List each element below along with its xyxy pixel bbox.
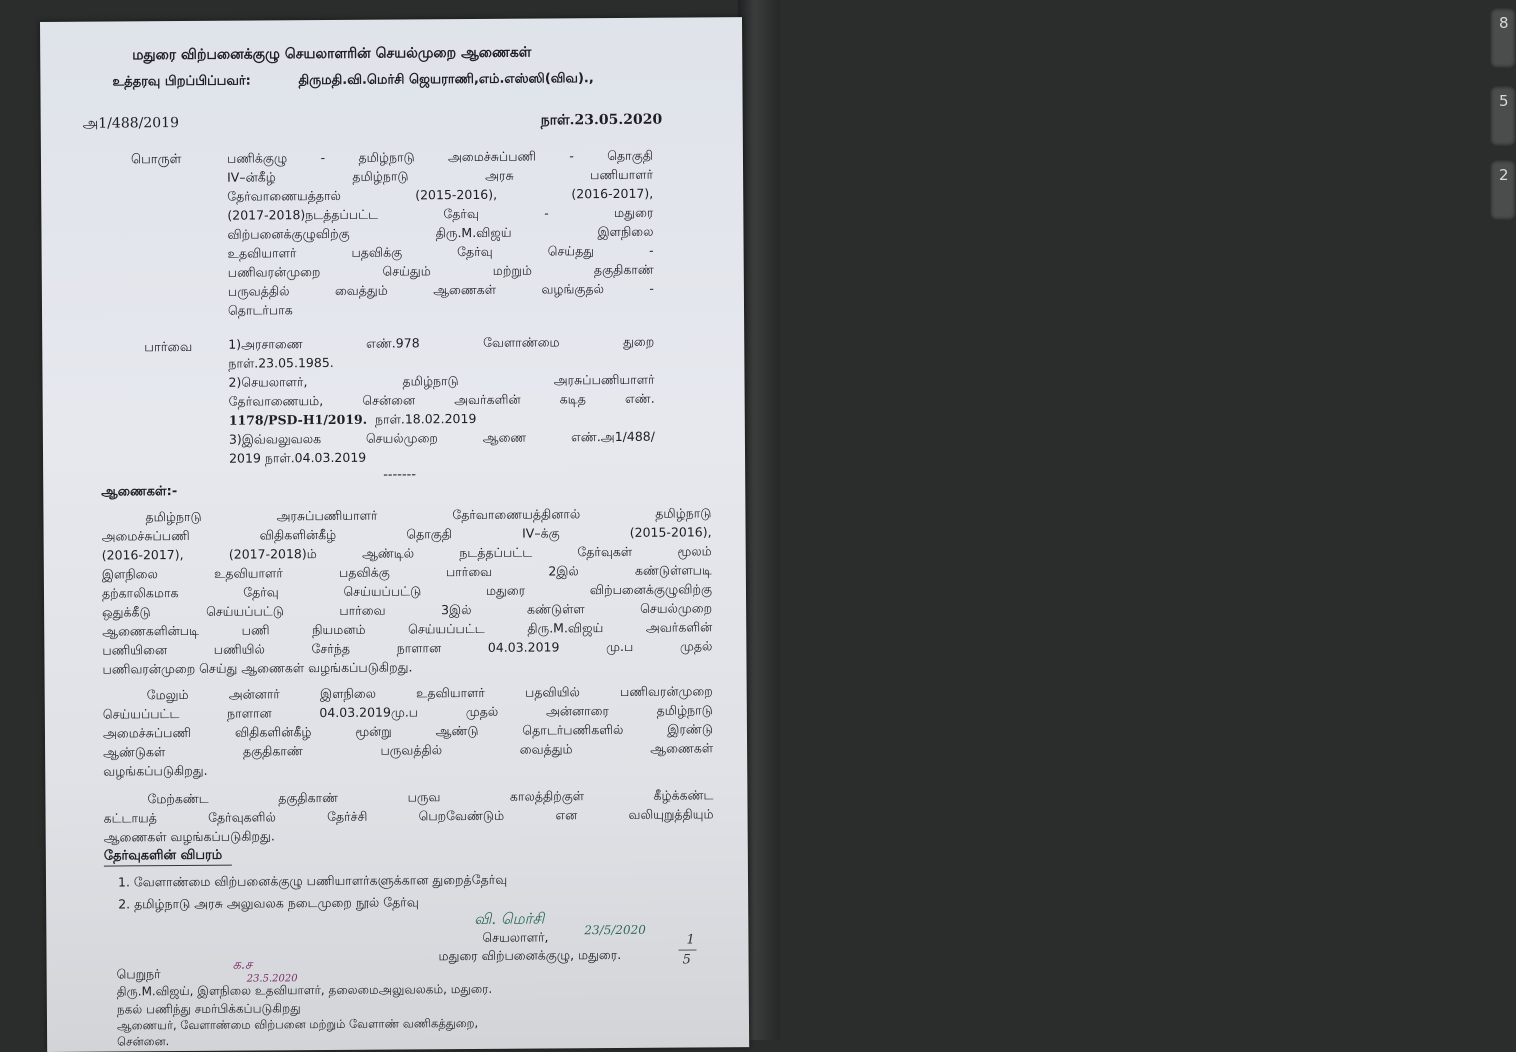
- references-label: பார்வை: [144, 339, 193, 356]
- exams-heading: தேர்வுகளின் விபரம்: [103, 847, 223, 864]
- key-8: 8: [1490, 8, 1516, 68]
- recipient-line-4: சென்னை.: [117, 1034, 170, 1049]
- order-paragraph-2: மேலும் அன்னார் இளநிலை உதவியாளர் பதவியில் பணிவரன்முறை செய்யப்பட்ட நாளான 04.03.2019மு.ப முதல் அன்னாரை தமிழ்நாடு அமைச்சுப்பணி விதிகளின்கீழ் மூன்று ஆண்டு தொடர்பணிகளில் இரண்டு ஆண்டுகள் தகுதிகாண் பருவத்தில் வைத்தும் ஆணைகள் வழங்கப்படுகிறது.: [102, 683, 714, 779]
- page-mark-line: [678, 949, 696, 950]
- reference-number: அ1/488/2019: [82, 115, 180, 132]
- recipient-label: பெறுநர்: [116, 966, 161, 982]
- document-page: [40, 17, 749, 1052]
- initial-scrawl: க.ச: [232, 957, 253, 973]
- signature-date: 23/5/2020: [584, 922, 646, 938]
- key-5: 5: [1490, 86, 1516, 146]
- order-paragraph-1: தமிழ்நாடு அரசுப்பணியாளர் தேர்வாணையத்தினால் தமிழ்நாடு அமைச்சுப்பணி விதிகளின்கீழ் தொகுதி IV–க்கு (2015-2016), (2016-2017), (2017-2018)ம் ஆண்டில் நடத்தப்பட்ட தேர்வுகள் மூலம் இளநிலை உதவியாளர் பதவிக்கு பார்வை 2இல் கண்டுள்ளபடி தற்காலிகமாக தேர்வு செய்யப்பட்டு மதுரை விற்பனைக்குழுவிற்கு ஒதுக்கீடு செய்யப்பட்டு பார்வை 3இல் கண்டுள்ள செயல்முறை ஆணைகளின்படி பணி நியமனம் செய்யப்பட்ட திரு.M.விஜய் அவர்களின் பணியினை பணியில் சேர்ந்த நாளான 04.03.2019 மு.ப முதல் பணிவரன்முறை செய்து ஆணைகள் வழங்கப்படுகிறது.: [101, 505, 713, 677]
- order-date: நாள்.23.05.2020: [540, 111, 663, 129]
- signatory-office: மதுரை விற்பனைக்குழு, மதுரை.: [438, 946, 622, 964]
- separator-dashes: -------: [383, 467, 417, 483]
- page-mark-bottom: 5: [682, 952, 691, 968]
- issuer-label: உத்தரவு பிறப்பிப்பவர்:: [112, 73, 251, 90]
- order-paragraph-3: மேற்கண்ட தகுதிகாண் பருவ காலத்திற்குள் கீழ்க்கண்ட கட்டாயத் தேர்வுகளில் தேர்ச்சி பெறவேண்டும் என வலியுறுத்தியும் ஆணைகள் வழங்கப்படுகிறது.: [103, 787, 714, 845]
- recipient-line-1: திரு.M.விஜய், இளநிலை உதவியாளர், தலைமைஅலுவலகம், மதுரை.: [116, 981, 493, 999]
- subject-text: பணிக்குழு - தமிழ்நாடு அமைச்சுப்பணி - தொகுதி IV–ன்கீழ் தமிழ்நாடு அரசு பணியாளர் தேர்வாணையத்தால் (2015-2016), (2016-2017), (2017-2018)நடத்தப்பட்ட தேர்வு - மதுரை விற்பனைக்குழுவிற்கு திரு.M.விஜய் இளநிலை உதவியாளர் பதவிக்கு தேர்வு செய்தது - பணிவரன்முறை செய்தும் மற்றும் தகுதிகாண் பருவத்தில் வைத்தும் ஆணைகள் வழங்குதல் - தொடர்பாக: [226, 147, 654, 318]
- recipient-line-2: நகல் பணிந்து சமர்பிக்கப்படுகிறது: [116, 1001, 301, 1017]
- exam-item-2: 2. தமிழ்நாடு அரசு அலுவலக நடைமுறை நூல் தேர்வு: [118, 894, 419, 912]
- exam-item-1: 1. வேளாண்மை விற்பனைக்குழு பணியாளர்களுக்கான துறைத்தேர்வு: [117, 871, 508, 890]
- exams-heading-underline: [104, 865, 232, 867]
- subject-label: பொருள்: [130, 152, 182, 168]
- references-text: 1)அரசாணை எண்.978 வேளாண்மை துறை நாள்.23.05.1985. 2)செயலாளர், தமிழ்நாடு அரசுப்பணியாளர் தேர்வாணையம், சென்னை அவர்களின் கடித எண். 1178/PSD-H1/2019. நாள்.18.02.2019 3)இவ்வலுவலக செயல்முறை ஆணை எண்.அ1/488/ 2019 நாள்.04.03.2019: [228, 333, 655, 466]
- initial-date: 23.5.2020: [246, 973, 298, 985]
- key-2: 2: [1490, 160, 1516, 220]
- recipient-line-3: ஆணையர், வேளாண்மை விற்பனை மற்றும் வேளாண் வணிகத்துறை,: [116, 1015, 479, 1033]
- issuer-name: திருமதி.வி.மெர்சி ஜெயராணி,எம்.எஸ்ஸி(விவ).,: [298, 71, 594, 89]
- signature-scrawl: வி. மெர்சி: [474, 909, 545, 928]
- page-mark-top: 1: [686, 932, 695, 948]
- orders-heading: ஆணைகள்:-: [101, 484, 178, 500]
- signatory-title: செயலாளர்,: [482, 929, 549, 945]
- header-title: மதுரை விற்பனைக்குழு செயலாளரின் செயல்முறை ஆணைகள்: [132, 44, 532, 64]
